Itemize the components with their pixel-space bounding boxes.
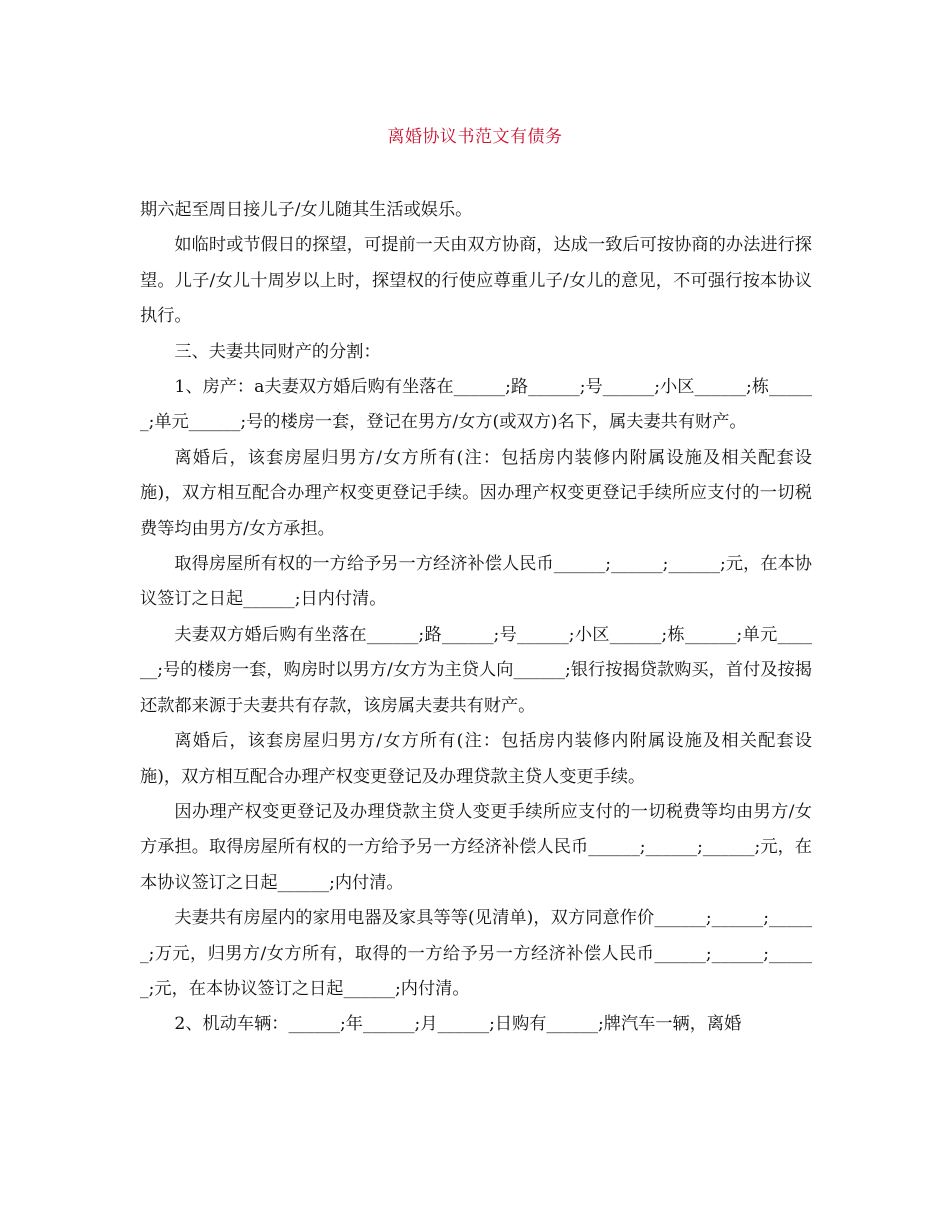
- paragraph: 离婚后，该套房屋归男方/女方所有(注：包括房内装修内附属设施及相关配套设施)，双方相互配合办理产权变更登记及办理贷款主贷人变更手续。: [140, 731, 812, 787]
- document-title: 离婚协议书范文有债务: [387, 127, 563, 147]
- paragraph: 夫妻双方婚后购有坐落在______;路______;号______;小区______;栋______;单元______;号的楼房一套，购房时以男方/女方为主贷人向______;银行按揭贷款购买，首付及按揭还款都来源于夫妻共有存款，该房属夫妻共有财产。: [140, 624, 812, 716]
- paragraph: 离婚后，该套房屋归男方/女方所有(注：包括房内装修内附属设施及相关配套设施)，双方相互配合办理产权变更登记手续。因办理产权变更登记手续所应支付的一切税费等均由男方/女方承担。: [140, 447, 812, 539]
- paragraph: 夫妻共有房屋内的家用电器及家具等等(见清单)，双方同意作价______;______;______;万元，归男方/女方所有，取得的一方给予另一方经济补偿人民币______;______;______;元，在本协议签订之日起______;内付清。: [140, 908, 812, 999]
- paragraph: 取得房屋所有权的一方给予另一方经济补偿人民币______;______;______;元，在本协议签订之日起______;日内付清。: [140, 554, 812, 610]
- paragraph: 因办理产权变更登记及办理贷款主贷人变更手续所应支付的一切税费等均由男方/女方承担。取得房屋所有权的一方给予另一方经济补偿人民币______;______;______;元，在本协议签订之日起______;内付清。: [140, 801, 812, 893]
- paragraph: 期六起至周日接儿子/女儿随其生活或娱乐。: [140, 200, 473, 220]
- paragraph: 如临时或节假日的探望，可提前一天由双方协商，达成一致后可按协商的办法进行探望。儿子/女儿十周岁以上时，探望权的行使应尊重儿子/女儿的意见，不可强行按本协议执行。: [140, 235, 812, 327]
- paragraph: 2、机动车辆：______;年______;月______;日购有______;牌汽车一辆，离婚: [174, 1014, 742, 1035]
- section-heading: 三、夫妻共同财产的分割：: [174, 341, 381, 362]
- document-body: [140, 193, 812, 1043]
- paragraph: 1、房产：a夫妻双方婚后购有坐落在______;路______;号______;小区______;栋______;单元______;号的楼房一套，登记在男方/女方(或双方)名下，属夫妻共有财产。: [140, 377, 812, 433]
